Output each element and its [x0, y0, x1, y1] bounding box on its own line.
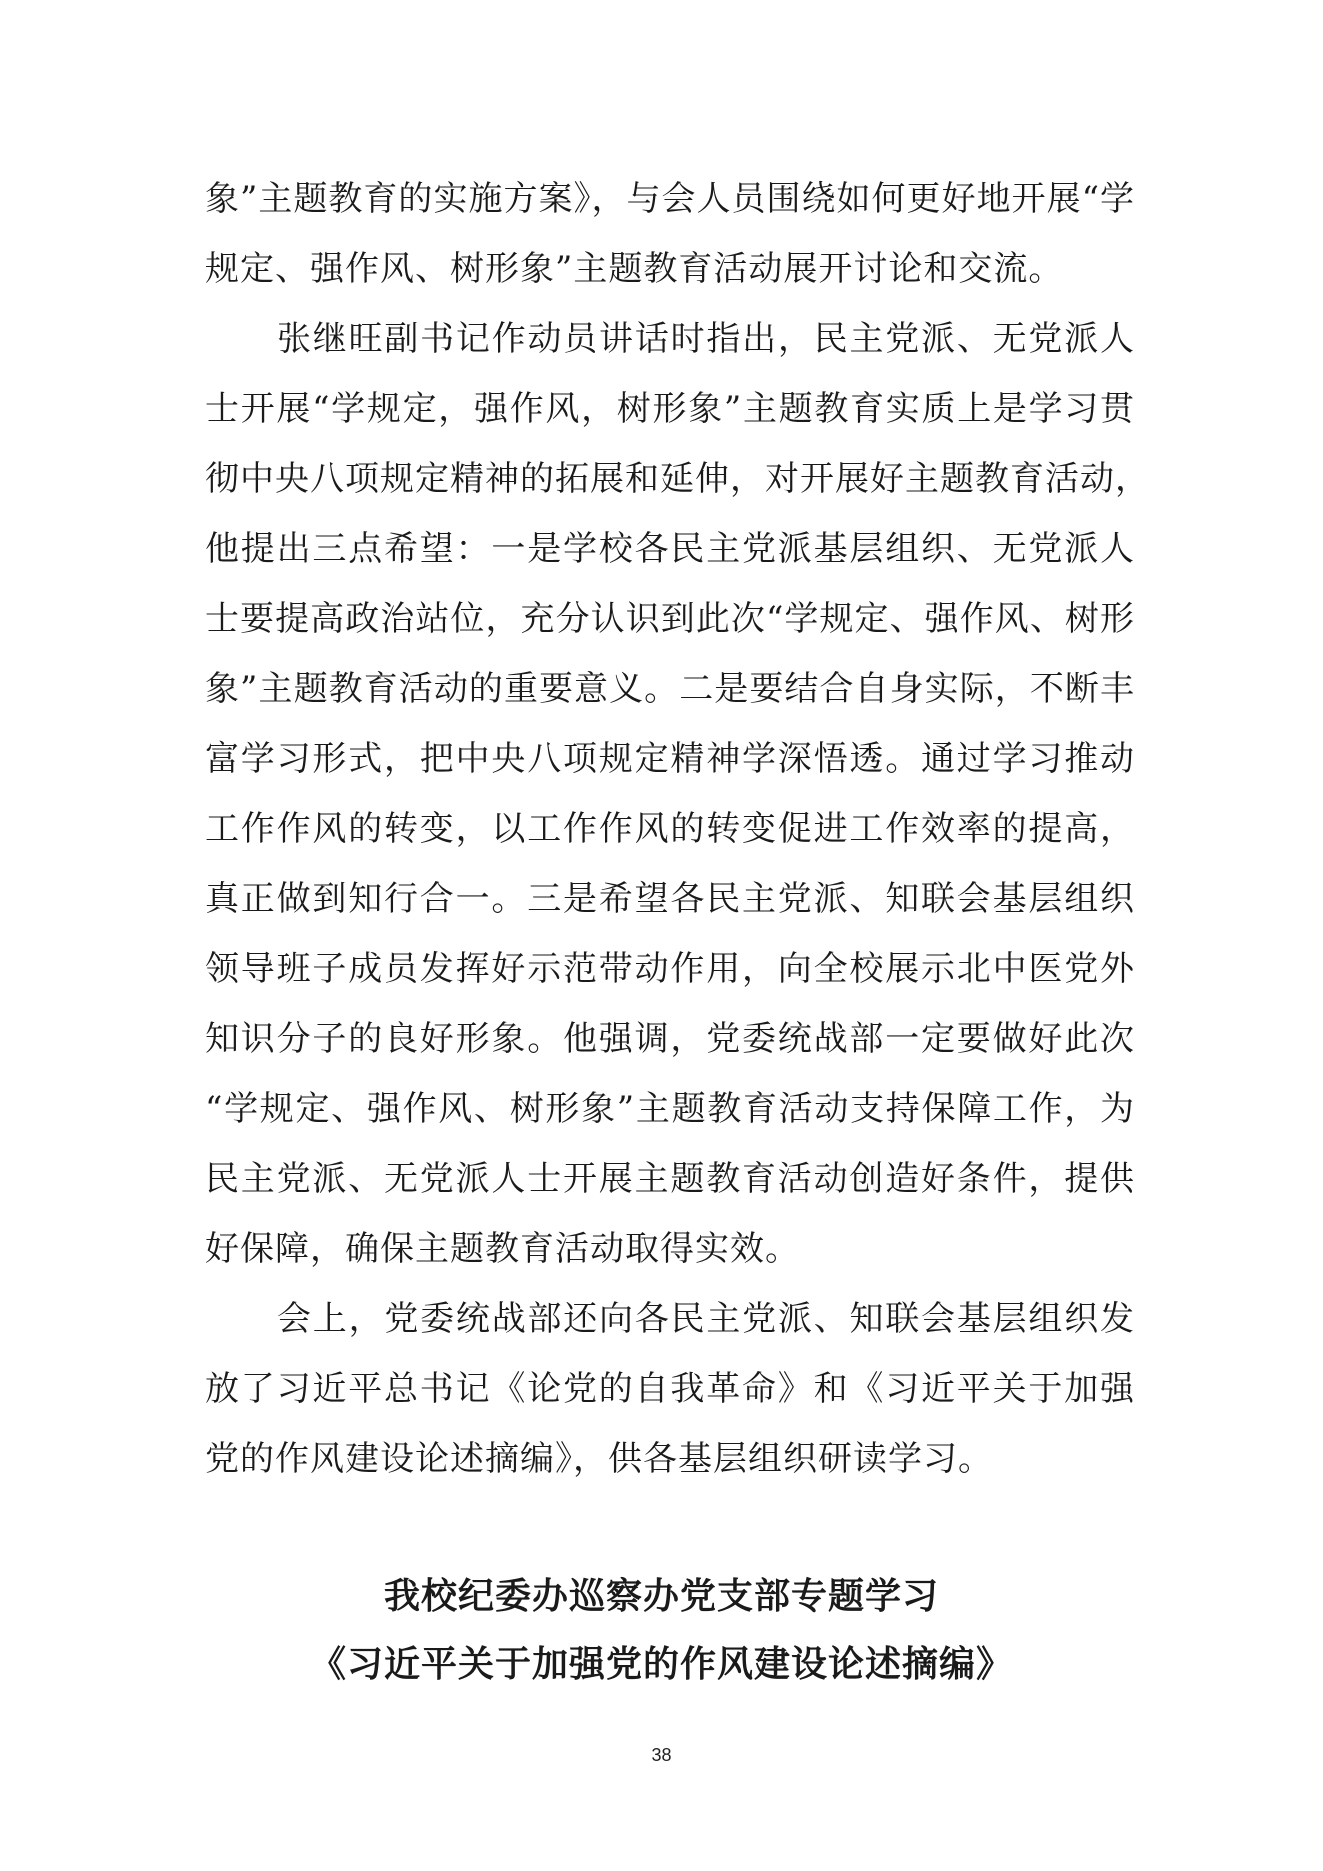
article-title-line-2: 《习近平关于加强党的作风建设论述摘编》	[309, 1643, 1013, 1685]
paragraph-2-line-14: 好保障，确保主题教育活动取得实效。	[205, 1229, 800, 1269]
paragraph-3-line-2: 放了习近平总书记《论党的自我革命》和《习近平关于加强	[205, 1369, 1135, 1409]
page-number: 38	[651, 1745, 672, 1765]
paragraph-2-line-9: 真正做到知行合一。三是希望各民主党派、知联会基层组织	[205, 879, 1135, 919]
paragraph-1-line-1: 象”主题教育的实施方案》，与会人员围绕如何更好地开展“学	[205, 179, 1135, 219]
paragraph-2-line-2: 士开展“学规定，强作风，树形象”主题教育实质上是学习贯	[205, 389, 1135, 429]
paragraph-2-line-10: 领导班子成员发挥好示范带动作用，向全校展示北中医党外	[205, 949, 1135, 989]
paragraph-2-line-5: 士要提高政治站位，充分认识到此次“学规定、强作风、树形	[205, 599, 1135, 639]
body-text	[205, 164, 1150, 1494]
paragraph-2-line-13: 民主党派、无党派人士开展主题教育活动创造好条件，提供	[205, 1159, 1135, 1199]
paragraph-2-line-4: 他提出三点希望：一是学校各民主党派基层组织、无党派人	[205, 529, 1135, 569]
paragraph-3-line-1: 会上，党委统战部还向各民主党派、知联会基层组织发	[277, 1299, 1135, 1339]
paragraph-2-line-6: 象”主题教育活动的重要意义。二是要结合自身实际，不断丰	[205, 669, 1135, 709]
paragraph-1-line-2: 规定、强作风、树形象”主题教育活动展开讨论和交流。	[205, 249, 1064, 289]
paragraph-2-line-7: 富学习形式，把中央八项规定精神学深悟透。通过学习推动	[205, 739, 1135, 779]
paragraph-2-line-11: 知识分子的良好形象。他强调，党委统战部一定要做好此次	[205, 1019, 1135, 1059]
paragraph-2-line-1: 张继旺副书记作动员讲话时指出，民主党派、无党派人	[277, 319, 1135, 359]
paragraph-2-line-3: 彻中央八项规定精神的拓展和延伸，对开展好主题教育活动，	[205, 459, 1150, 499]
paragraph-2-line-8: 工作作风的转变，以工作作风的转变促进工作效率的提高，	[205, 809, 1135, 849]
paragraph-3-line-3: 党的作风建设论述摘编》，供各基层组织研读学习。	[205, 1439, 993, 1479]
article-title-line-1: 我校纪委办巡察办党支部专题学习	[383, 1575, 939, 1617]
paragraph-2-line-12: “学规定、强作风、树形象”主题教育活动支持保障工作，为	[205, 1089, 1135, 1129]
